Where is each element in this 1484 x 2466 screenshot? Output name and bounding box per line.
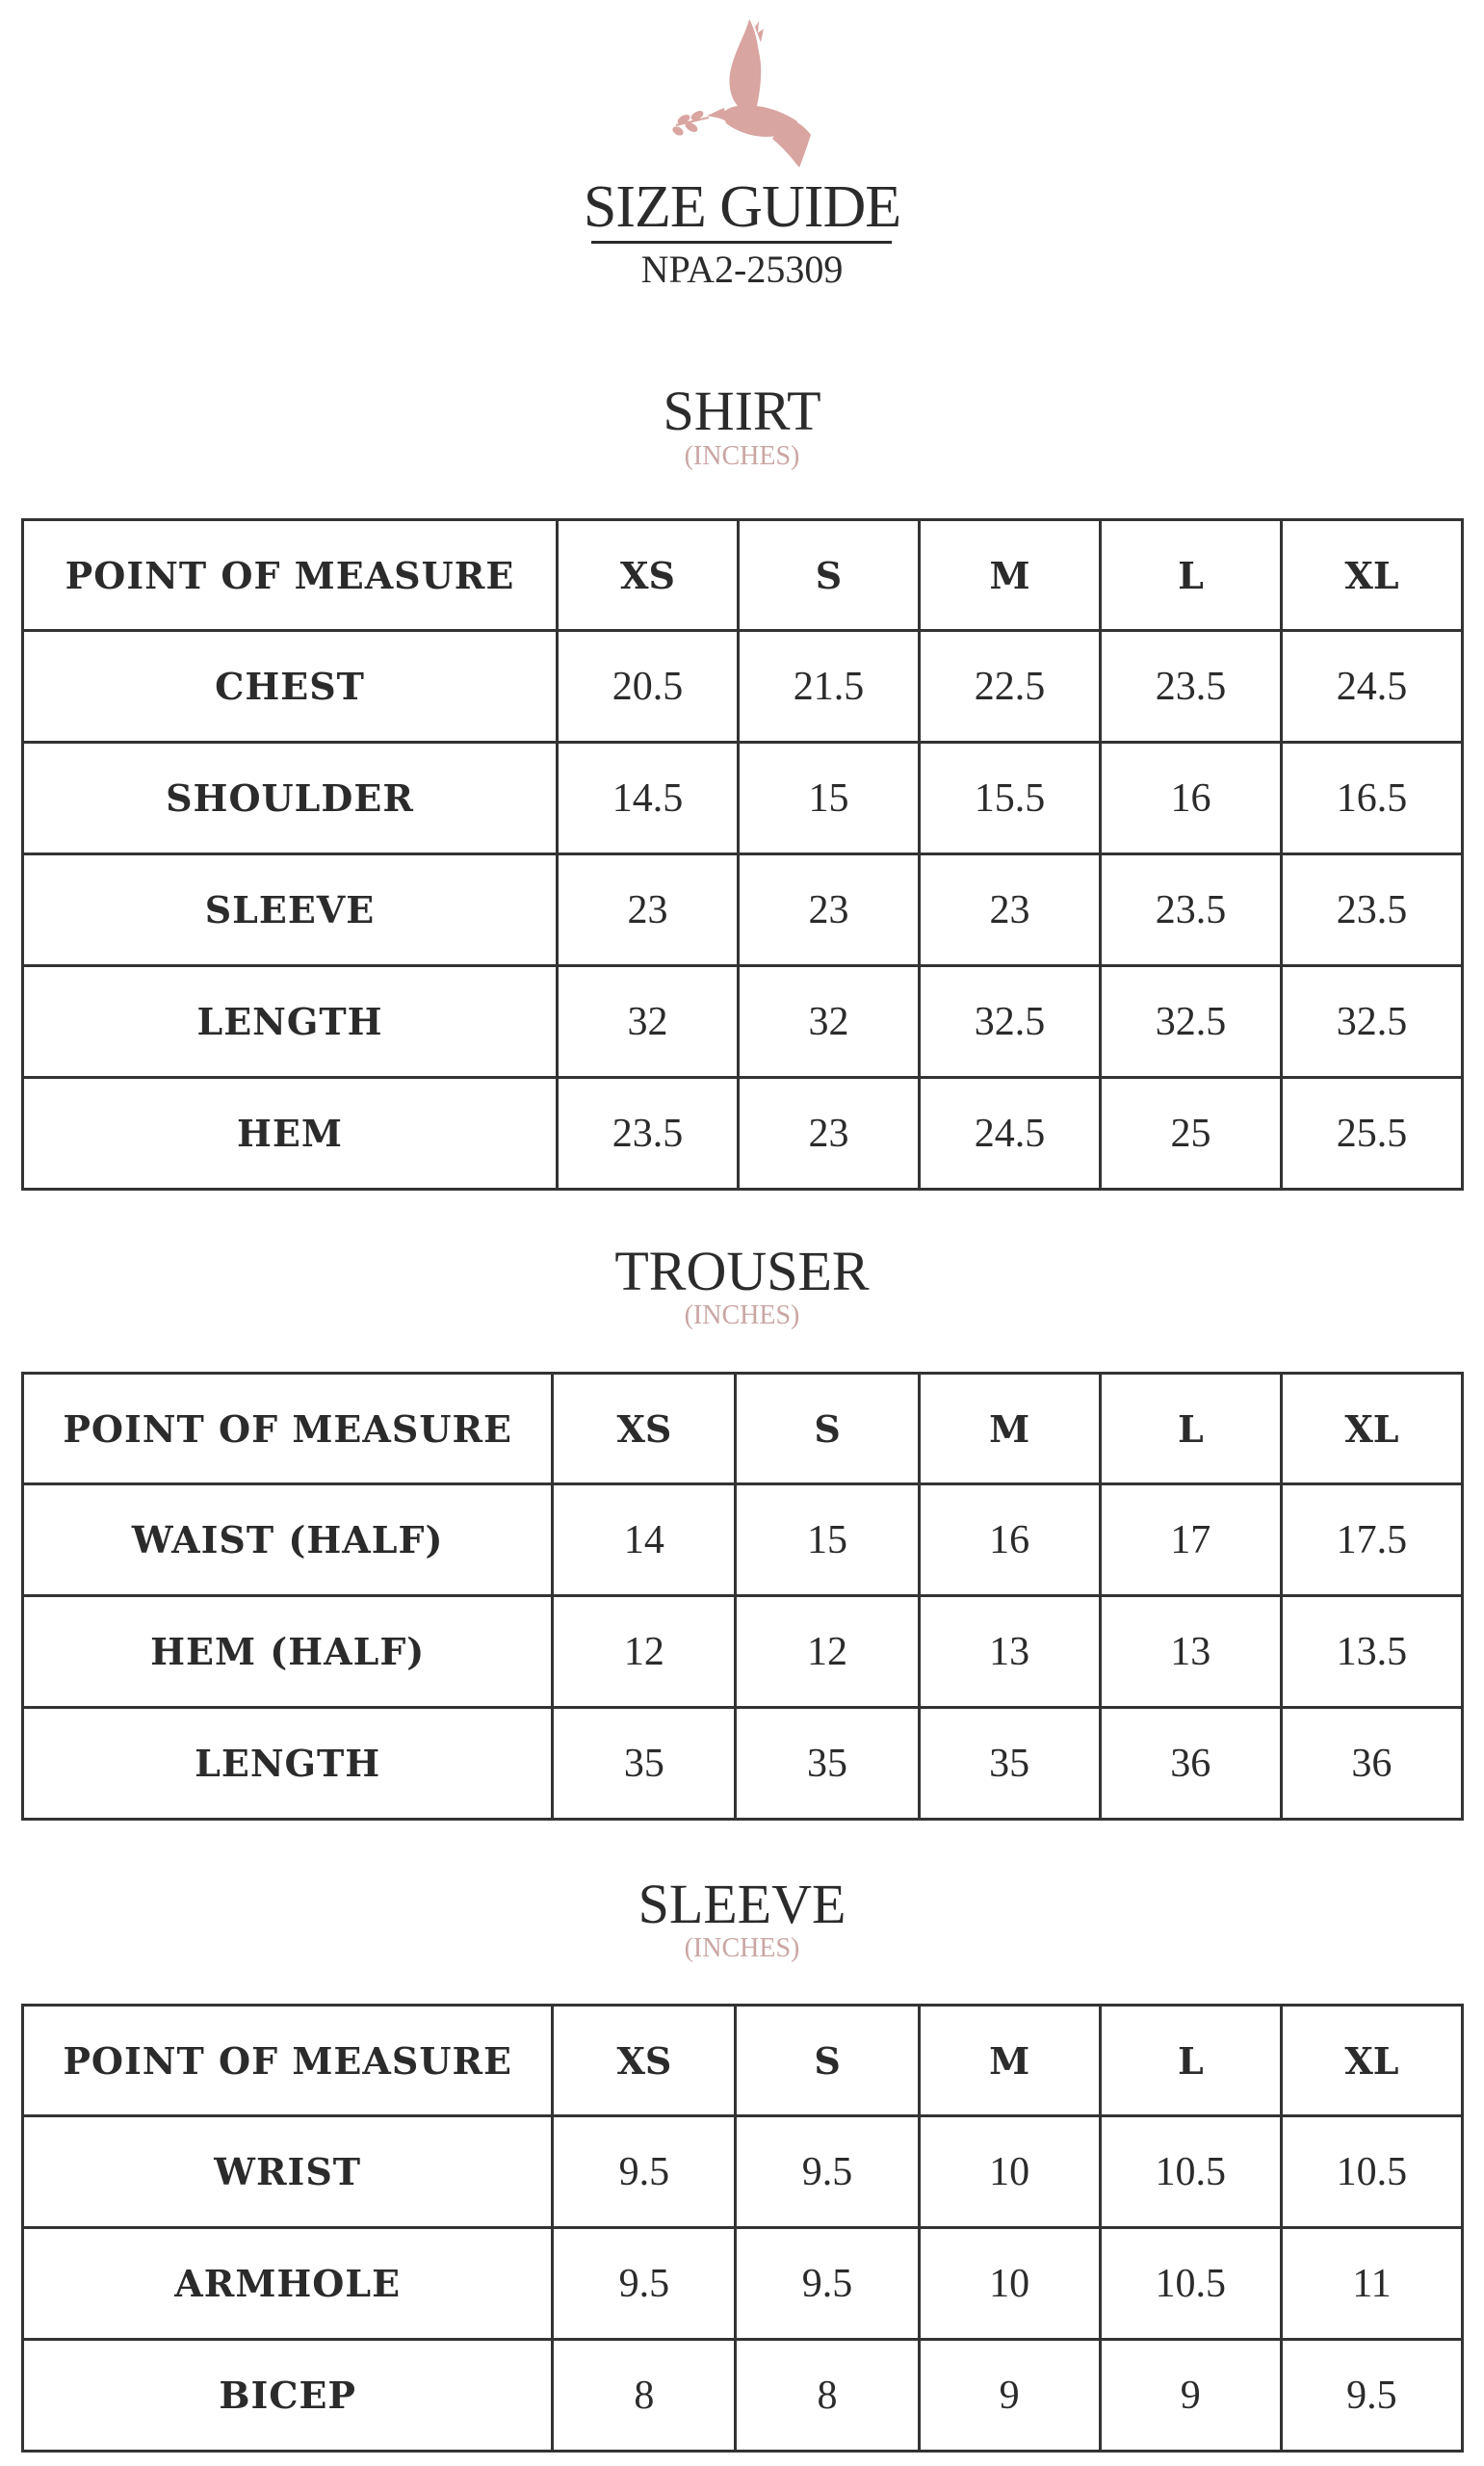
column-header: POINT OF MEASURE xyxy=(23,2006,553,2116)
table-cell: 35 xyxy=(919,1708,1100,1820)
table-cell: 32 xyxy=(739,966,920,1078)
table-cell: 25.5 xyxy=(1282,1078,1463,1190)
table-cell: 16.5 xyxy=(1282,743,1463,854)
table-cell: 35 xyxy=(553,1708,736,1820)
table-cell: 10 xyxy=(919,2228,1100,2340)
column-header: M xyxy=(920,520,1101,631)
table-cell: 23 xyxy=(739,854,920,966)
table-cell: 15.5 xyxy=(920,743,1101,854)
table-cell: 23.5 xyxy=(1282,854,1463,966)
table-cell: 36 xyxy=(1100,1708,1281,1820)
table-cell: 12 xyxy=(736,1596,919,1708)
table-cell: 25 xyxy=(1101,1078,1282,1190)
product-code: NPA2-25309 xyxy=(640,248,844,291)
trouser-section-title: TROUSER xyxy=(614,1240,870,1302)
table-cell: 23 xyxy=(920,854,1101,966)
column-header: S xyxy=(736,2006,919,2116)
table-row xyxy=(23,2340,1463,2452)
table-cell: 23.5 xyxy=(1101,631,1282,743)
table-cell: 13 xyxy=(919,1596,1100,1708)
table-cell: 12 xyxy=(553,1596,736,1708)
trouser-unit-label: (INCHES) xyxy=(684,1300,800,1330)
column-header: POINT OF MEASURE xyxy=(23,520,558,631)
table-cell: 16 xyxy=(1101,743,1282,854)
column-header: XL xyxy=(1282,520,1463,631)
column-header: XS xyxy=(558,520,739,631)
table-cell: 8 xyxy=(736,2340,919,2452)
row-label: WAIST (HALF) xyxy=(23,1484,553,1596)
table-cell: 32.5 xyxy=(1101,966,1282,1078)
table-row xyxy=(23,2228,1463,2340)
column-header: L xyxy=(1100,2006,1281,2116)
table-cell: 23.5 xyxy=(558,1078,739,1190)
table-cell: 14.5 xyxy=(558,743,739,854)
table-cell: 32.5 xyxy=(920,966,1101,1078)
table-cell: 21.5 xyxy=(739,631,920,743)
row-label: HEM (HALF) xyxy=(23,1596,553,1708)
column-header: M xyxy=(919,1374,1100,1484)
shirt-size-table xyxy=(21,518,1464,1191)
table-cell: 9.5 xyxy=(1281,2340,1462,2452)
table-row xyxy=(23,1596,1463,1708)
row-label: SHOULDER xyxy=(23,743,558,854)
row-label: ARMHOLE xyxy=(23,2228,553,2340)
table-cell: 22.5 xyxy=(920,631,1101,743)
table-row xyxy=(23,966,1463,1078)
table-cell: 10 xyxy=(919,2116,1100,2228)
column-header: S xyxy=(739,520,920,631)
table-cell: 36 xyxy=(1281,1708,1462,1820)
table-cell: 9.5 xyxy=(553,2228,736,2340)
table-header-row xyxy=(23,520,1463,631)
table-row xyxy=(23,631,1463,743)
column-header: M xyxy=(919,2006,1100,2116)
row-label: BICEP xyxy=(23,2340,553,2452)
dove-with-olive-branch-icon xyxy=(664,13,828,177)
table-cell: 9.5 xyxy=(736,2228,919,2340)
row-label: LENGTH xyxy=(23,966,558,1078)
table-row xyxy=(23,1484,1463,1596)
table-cell: 10.5 xyxy=(1100,2116,1281,2228)
table-row xyxy=(23,854,1463,966)
table-cell: 14 xyxy=(553,1484,736,1596)
table-cell: 17.5 xyxy=(1281,1484,1462,1596)
table-cell: 15 xyxy=(739,743,920,854)
table-cell: 10.5 xyxy=(1281,2116,1462,2228)
column-header: POINT OF MEASURE xyxy=(23,1374,553,1484)
column-header: XL xyxy=(1281,1374,1462,1484)
sleeve-size-table xyxy=(21,2004,1464,2453)
table-cell: 9 xyxy=(1100,2340,1281,2452)
table-cell: 32 xyxy=(558,966,739,1078)
table-cell: 17 xyxy=(1100,1484,1281,1596)
table-cell: 15 xyxy=(736,1484,919,1596)
page-title: SIZE GUIDE xyxy=(583,174,901,240)
table-cell: 13 xyxy=(1100,1596,1281,1708)
table-cell: 23 xyxy=(558,854,739,966)
table-cell: 13.5 xyxy=(1281,1596,1462,1708)
sleeve-unit-label: (INCHES) xyxy=(684,1933,800,1963)
table-cell: 35 xyxy=(736,1708,919,1820)
row-label: HEM xyxy=(23,1078,558,1190)
table-cell: 10.5 xyxy=(1100,2228,1281,2340)
column-header: L xyxy=(1101,520,1282,631)
column-header: L xyxy=(1100,1374,1281,1484)
table-cell: 23 xyxy=(739,1078,920,1190)
shirt-section-title: SHIRT xyxy=(663,380,821,442)
table-cell: 32.5 xyxy=(1282,966,1463,1078)
column-header: XS xyxy=(553,2006,736,2116)
row-label: LENGTH xyxy=(23,1708,553,1820)
table-row xyxy=(23,1078,1463,1190)
trouser-size-table xyxy=(21,1372,1464,1821)
table-cell: 9 xyxy=(919,2340,1100,2452)
row-label: SLEEVE xyxy=(23,854,558,966)
table-cell: 24.5 xyxy=(1282,631,1463,743)
row-label: WRIST xyxy=(23,2116,553,2228)
sleeve-section-title: SLEEVE xyxy=(638,1873,846,1935)
column-header: XL xyxy=(1281,2006,1462,2116)
table-cell: 20.5 xyxy=(558,631,739,743)
table-row xyxy=(23,743,1463,854)
column-header: S xyxy=(736,1374,919,1484)
title-underline xyxy=(591,241,892,244)
table-cell: 16 xyxy=(919,1484,1100,1596)
table-header-row xyxy=(23,1374,1463,1484)
shirt-unit-label: (INCHES) xyxy=(684,441,800,471)
table-header-row xyxy=(23,2006,1463,2116)
column-header: XS xyxy=(553,1374,736,1484)
table-cell: 8 xyxy=(553,2340,736,2452)
row-label: CHEST xyxy=(23,631,558,743)
table-cell: 11 xyxy=(1281,2228,1462,2340)
table-cell: 9.5 xyxy=(736,2116,919,2228)
table-cell: 23.5 xyxy=(1101,854,1282,966)
table-cell: 9.5 xyxy=(553,2116,736,2228)
table-row xyxy=(23,2116,1463,2228)
table-cell: 24.5 xyxy=(920,1078,1101,1190)
table-row xyxy=(23,1708,1463,1820)
